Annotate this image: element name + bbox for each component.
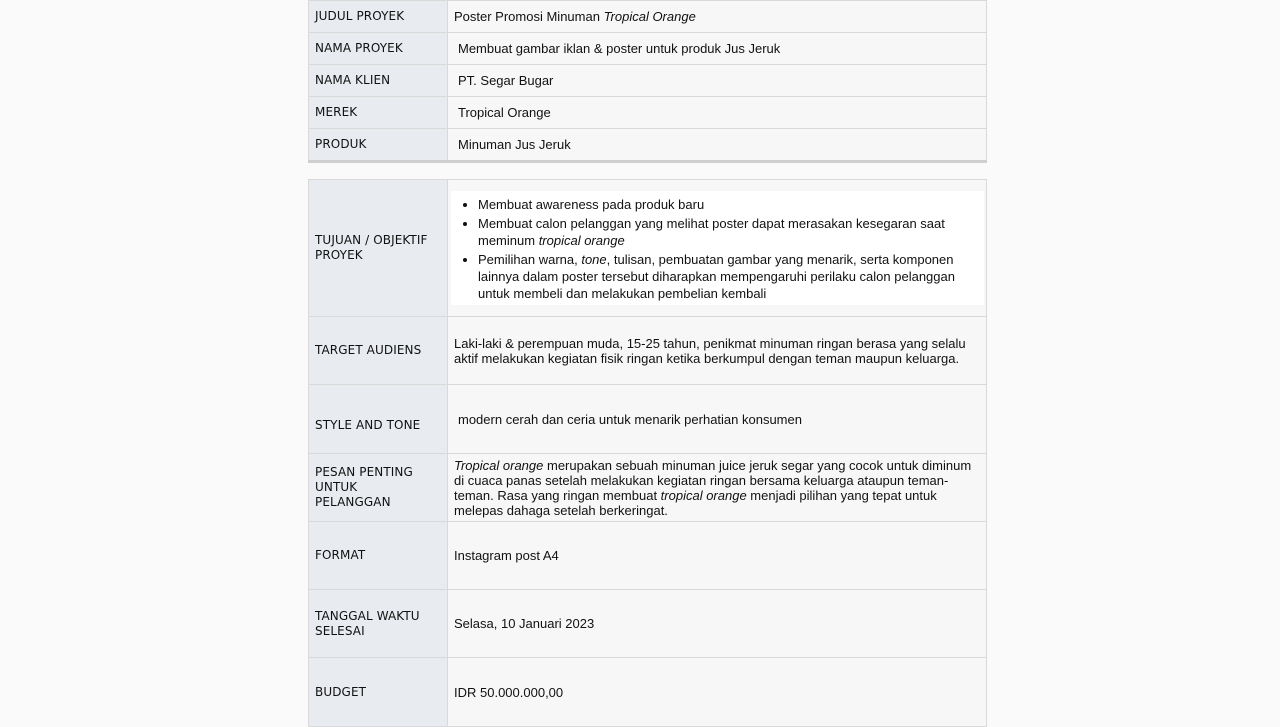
label-style: STYLE AND TONE [309, 385, 448, 454]
objective-list [451, 196, 984, 302]
table-row [309, 454, 987, 522]
brief-table [308, 179, 987, 727]
value-nama-klien: PT. Segar Bugar [448, 65, 987, 97]
list-item: • Pemilihan warna, tone, tulisan, pembuatan gambar yang menarik, serta komponen lainnya dalam poster tersebut diharapkan mempengaruhi perilaku calon pelanggan untuk membeli dan melakukan pembelian kembali [478, 251, 984, 302]
value-produk: Minuman Jus Jeruk [448, 129, 987, 162]
table-row [309, 97, 987, 129]
label-tujuan: TUJUAN / OBJEKTIF PROYEK [309, 180, 448, 317]
table-row [309, 590, 987, 658]
table-row [309, 65, 987, 97]
objective-box [451, 191, 984, 305]
table-row [309, 385, 987, 454]
label-pesan: PESAN PENTING UNTUK PELANGGAN [309, 454, 448, 522]
table-row [309, 522, 987, 590]
label-nama-proyek: NAMA PROYEK [309, 33, 448, 65]
value-judul-proyek: Poster Promosi Minuman Tropical Orange [448, 1, 987, 33]
table-gap [308, 163, 987, 179]
value-style: modern cerah dan ceria untuk menarik perhatian konsumen [448, 385, 987, 454]
label-nama-klien: NAMA KLIEN [309, 65, 448, 97]
value-target: Laki-laki & perempuan muda, 15-25 tahun, penikmat minuman ringan berasa yang selalu aktif melakukan kegiatan fisik ringan ketika berkumpul dengan teman maupun keluarga. [448, 317, 987, 385]
value-tujuan [448, 180, 987, 317]
label-merek: MEREK [309, 97, 448, 129]
table-row [309, 180, 987, 317]
value-pesan: Tropical orange merupakan sebuah minuman juice jeruk segar yang cocok untuk diminum di cuaca panas setelah melakukan kegiatan ringan bersama keluarga ataupun teman-teman. Rasa yang ringan membuat tropical orange menjadi pilihan yang tepat untuk melepas dahaga setelah berkeringat. [448, 454, 987, 522]
project-info-table [308, 0, 987, 163]
table-row [309, 658, 987, 727]
label-tanggal: TANGGAL WAKTU SELESAI [309, 590, 448, 658]
list-item: • Membuat awareness pada produk baru [478, 196, 984, 213]
label-target: TARGET AUDIENS [309, 317, 448, 385]
table-row [309, 33, 987, 65]
value-tanggal: Selasa, 10 Januari 2023 [448, 590, 987, 658]
label-judul-proyek: JUDUL PROYEK [309, 1, 448, 33]
label-budget: BUDGET [309, 658, 448, 727]
label-format: FORMAT [309, 522, 448, 590]
list-item: • Membuat calon pelanggan yang melihat poster dapat merasakan kesegaran saat meminum tropical orange [478, 215, 984, 249]
table-row [309, 317, 987, 385]
value-nama-proyek: Membuat gambar iklan & poster untuk produk Jus Jeruk [448, 33, 987, 65]
value-budget: IDR 50.000.000,00 [448, 658, 987, 727]
table-row [309, 1, 987, 33]
table-row [309, 129, 987, 162]
label-produk: PRODUK [309, 129, 448, 162]
value-format: Instagram post A4 [448, 522, 987, 590]
value-merek: Tropical Orange [448, 97, 987, 129]
design-brief-document [308, 0, 987, 727]
